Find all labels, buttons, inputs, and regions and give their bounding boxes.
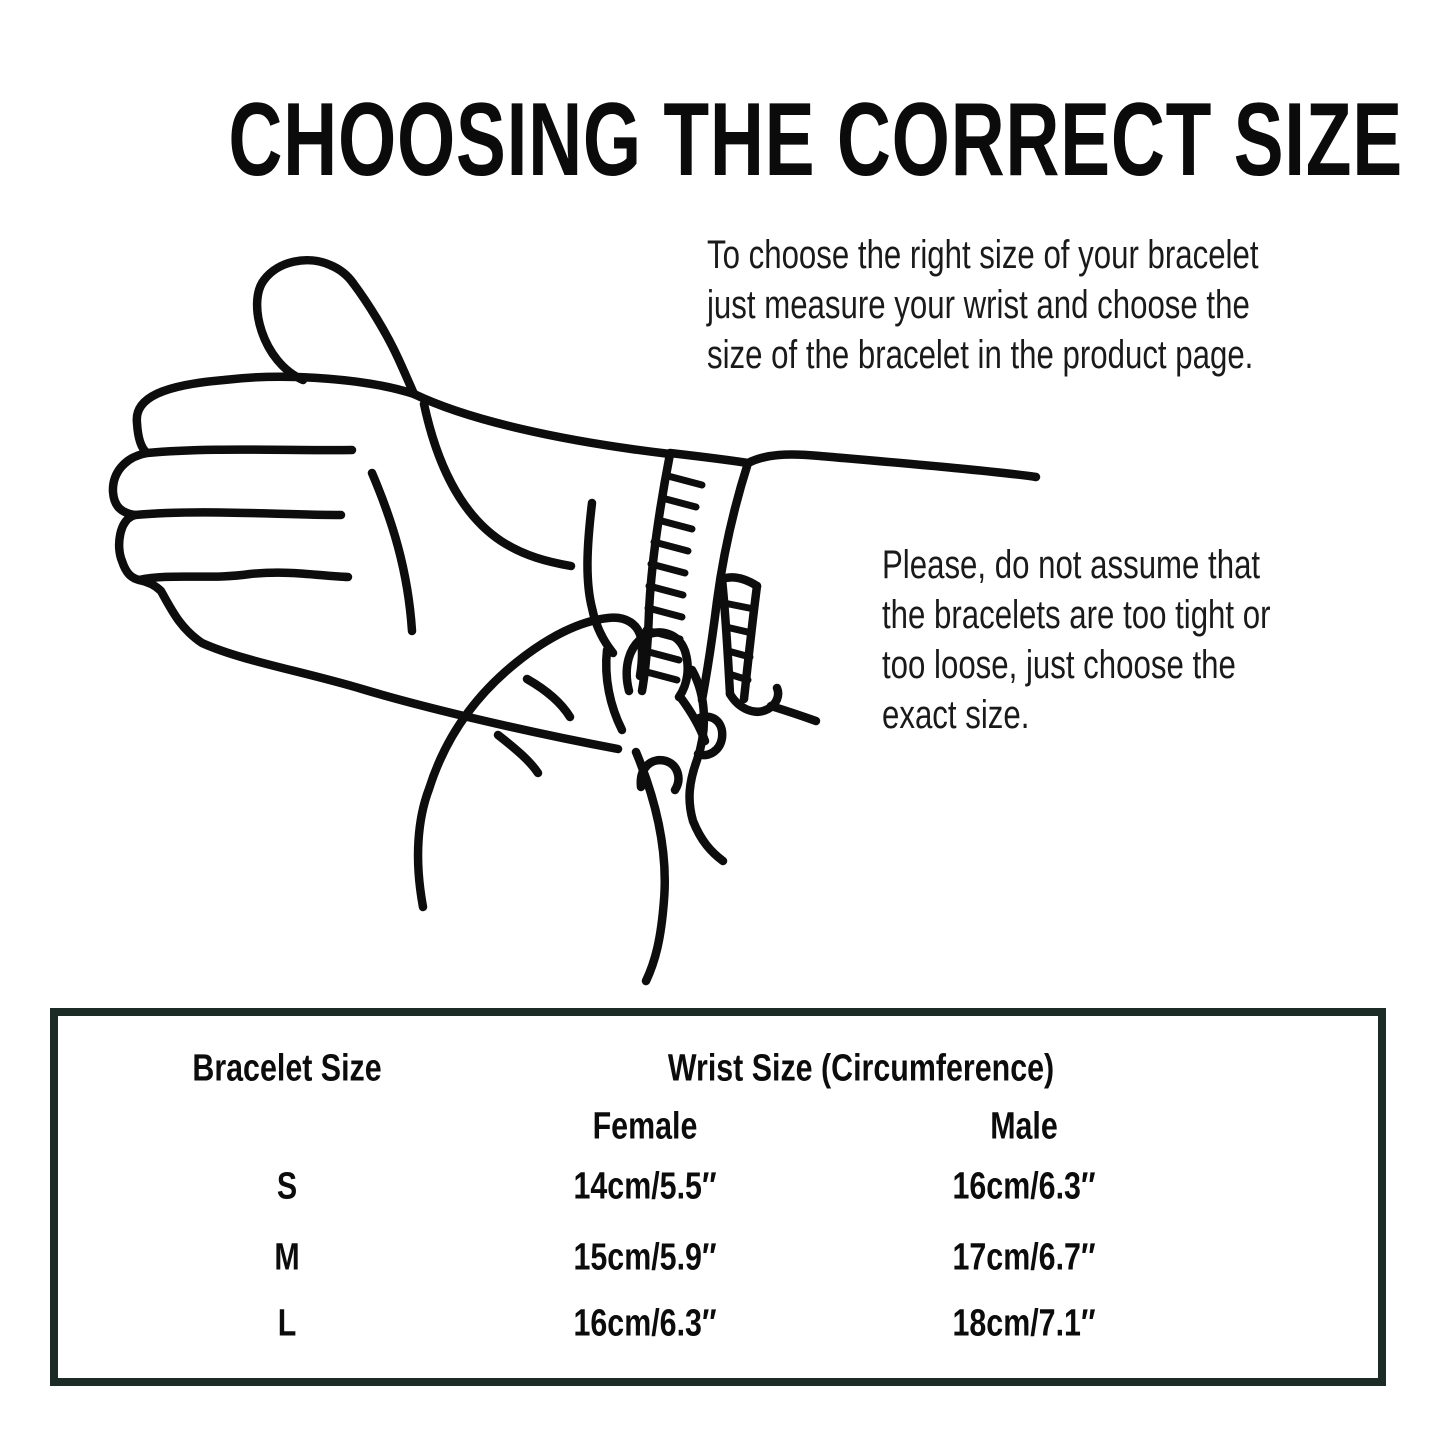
tape-end-top-edge [722, 577, 757, 586]
row-m-female-value: 15cm/5.9″ [573, 1236, 717, 1279]
page-title: CHOOSING THE CORRECT SIZE [228, 82, 1403, 198]
pinky-and-palm-bottom [139, 580, 618, 749]
intro-line-3: size of the bracelet in the product page. [707, 333, 1254, 377]
pinch-thumb-outer [690, 670, 723, 861]
sub-header-male: Male [990, 1105, 1058, 1148]
index-finger [137, 377, 414, 453]
thumb-right-edge [353, 283, 414, 394]
tape-end-rungs [724, 603, 754, 680]
tape-end-curl [730, 688, 778, 712]
tape-tick-marks [643, 476, 702, 680]
col-header-bracelet-size: Bracelet Size [192, 1047, 382, 1090]
row-s-female-value: 14cm/5.5″ [573, 1165, 717, 1208]
pinch-index-finger [418, 618, 642, 907]
main-hand [113, 260, 670, 749]
palm-crease-3 [587, 503, 613, 653]
row-l-male-value: 18cm/7.1″ [952, 1302, 1096, 1345]
palm-crease-1 [372, 473, 412, 631]
note-line-1: Please, do not assume that [882, 543, 1261, 587]
size-table [50, 1008, 1386, 1386]
page-title-wrap [0, 82, 1445, 198]
ring-finger [119, 515, 348, 580]
pinching-hand [418, 618, 723, 981]
tape-left-edge [642, 454, 670, 691]
note-line-3: too loose, just choose the [882, 643, 1236, 687]
note-line-2: the bracelets are too tight or [882, 593, 1271, 637]
tape-right-edge [702, 463, 748, 700]
pinch-crease-1 [527, 679, 570, 717]
row-l-female-value: 16cm/6.3″ [573, 1302, 717, 1345]
row-s-male-value: 16cm/6.3″ [952, 1165, 1096, 1208]
measuring-tape [642, 453, 816, 721]
intro-line-2: just measure your wrist and choose the [707, 283, 1250, 327]
row-l-size: L [277, 1302, 297, 1345]
palm-crease-2 [424, 404, 571, 566]
thumb-nail [627, 632, 688, 697]
thumb-inner-edge [681, 698, 705, 741]
intro-line-1: To choose the right size of your bracelet [707, 233, 1259, 277]
arm-top-line [748, 454, 1036, 477]
note-paragraph [882, 540, 1380, 740]
tape-end-left-edge [722, 579, 730, 694]
knuckle-bump [641, 760, 679, 790]
pinch-finger-gap [606, 650, 622, 730]
hand-top-edge [414, 394, 670, 454]
pinch-crease-2 [498, 735, 538, 773]
pinch-wrist-front [636, 752, 665, 981]
row-s-size: S [276, 1165, 298, 1208]
sub-header-female: Female [592, 1105, 698, 1148]
tape-end-right-edge [744, 586, 757, 699]
tape-end-tail [771, 706, 816, 721]
row-m-male-value: 17cm/6.7″ [952, 1236, 1096, 1279]
wrist-bump [697, 717, 722, 755]
row-m-size: M [274, 1236, 300, 1279]
middle-finger [113, 453, 341, 515]
note-line-4: exact size. [882, 693, 1030, 737]
thumb-left-edge [257, 260, 353, 380]
intro-paragraph [707, 230, 1414, 380]
tape-top-edge [670, 453, 748, 463]
col-header-wrist-size: Wrist Size (Circumference) [667, 1047, 1055, 1090]
